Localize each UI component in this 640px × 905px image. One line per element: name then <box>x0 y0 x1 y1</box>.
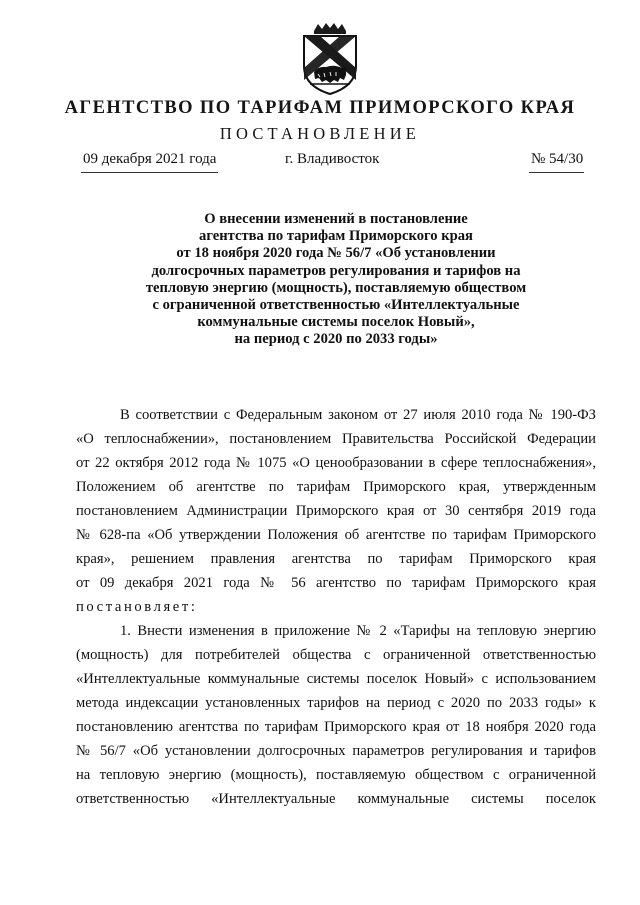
title-line: от 18 ноября 2020 года № 56/7 «Об установлении <box>176 245 496 262</box>
body-line: края», решением правления агентства по тарифам Приморского края <box>76 551 596 567</box>
body-line: «Интеллектуальные коммунальные системы поселок Новый» с использованием <box>76 671 596 687</box>
title-line: агентства по тарифам Приморского края <box>199 228 473 245</box>
title-line: с ограниченной ответственностью «Интеллектуальные <box>152 297 520 314</box>
document-body <box>76 403 596 811</box>
title-line: на период с 2020 по 2033 годы» <box>234 331 438 348</box>
body-line: 1. Внести изменения в приложение № 2 «Тарифы на тепловую энергию <box>120 623 596 639</box>
coat-of-arms-icon <box>300 22 360 96</box>
document-type: ПОСТАНОВЛЕНИЕ <box>219 124 421 143</box>
title-line: долгосрочных параметров регулирования и тарифов на <box>151 262 521 279</box>
title-line: О внесении изменений в постановление <box>204 211 468 227</box>
body-line-postanovlyaet: постановляет: <box>76 599 198 615</box>
body-line: № 56/7 «Об установлении долгосрочных параметров регулирования и тарифов <box>76 743 596 759</box>
body-line: на тепловую энергию (мощность), поставляемую обществом с ограниченной <box>76 767 596 783</box>
body-line: постановлением Администрации Приморского края от 30 сентября 2019 года <box>76 503 596 519</box>
body-line: метода индексации установленных тарифов на период с 2020 по 2033 годы» к <box>76 695 596 711</box>
body-line: В соответствии с Федеральным законом от 27 июля 2010 года № 190-ФЗ <box>120 407 596 423</box>
document-date: 09 декабря 2021 года <box>81 151 218 173</box>
body-line: № 628-па «Об утверждении Положения об агентстве по тарифам Приморского <box>76 527 596 543</box>
body-line: ответственностью «Интеллектуальные коммунальные системы поселок <box>76 791 596 807</box>
document-city: г. Владивосток <box>285 151 380 167</box>
body-line: от 22 октября 2012 года № 1075 «О ценообразовании в сфере теплоснабжения», <box>76 455 596 471</box>
body-line: (мощность) для потребителей общества с ограниченной ответственностью <box>76 647 596 663</box>
document-number: № 54/30 <box>529 151 584 173</box>
title-line: тепловую энергию (мощность), поставляемую обществом <box>145 279 527 296</box>
body-line: от 09 декабря 2021 года № 56 агентство по тарифам Приморского края <box>76 575 596 591</box>
agency-name: АГЕНТСТВО ПО ТАРИФАМ ПРИМОРСКОГО КРАЯ <box>64 98 576 118</box>
title-line: коммунальные системы поселок Новый», <box>197 314 475 331</box>
body-line: постановлению агентства по тарифам Приморского края от 18 ноября 2020 года <box>76 719 596 735</box>
body-line: «О теплоснабжении», постановлением Правительства Российской Федерации <box>76 431 596 447</box>
document-title <box>100 211 572 349</box>
body-line: Положением об агентстве по тарифам Приморского края, утвержденным <box>76 479 596 495</box>
